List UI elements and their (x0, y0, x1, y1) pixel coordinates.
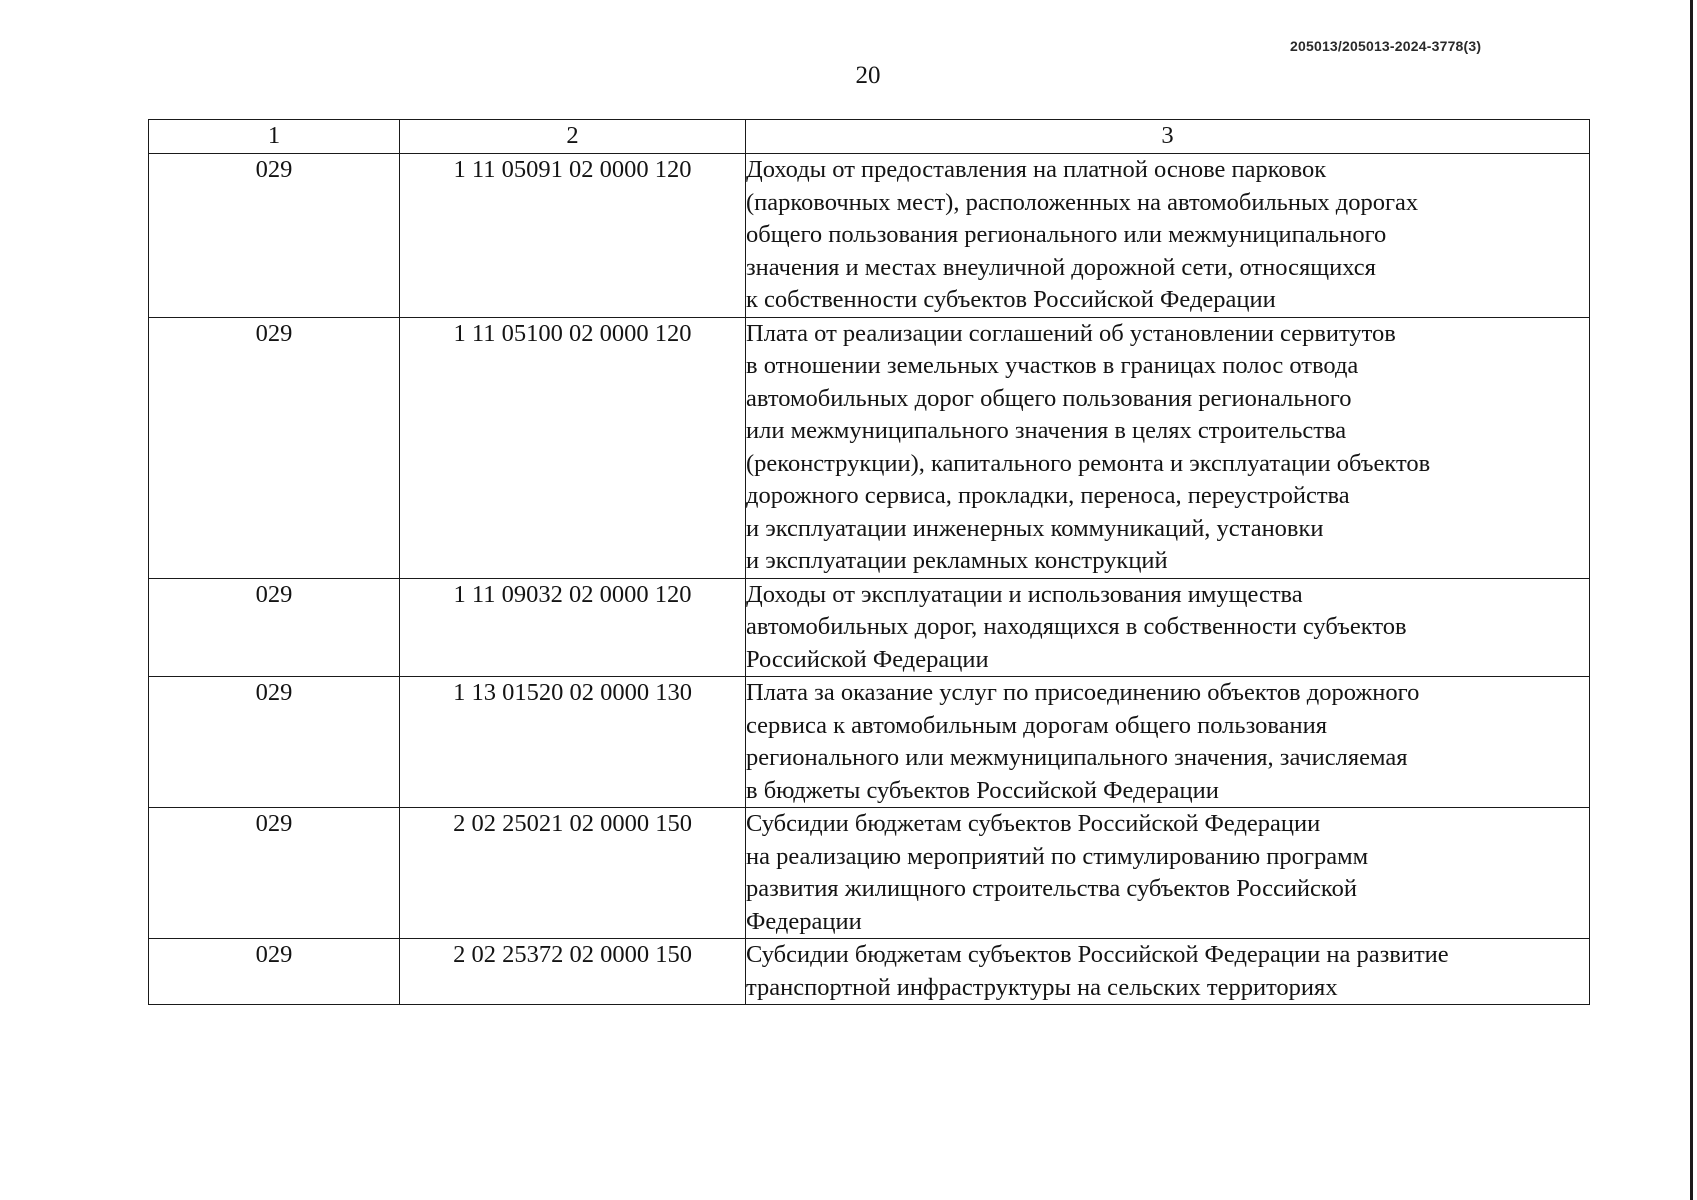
revenue-name-line: Плата от реализации соглашений об установлении сервитутов (746, 319, 1396, 347)
table-row (149, 578, 1590, 677)
revenue-name-cell (746, 317, 1590, 578)
revenue-name-line: или межмуниципального значения в целях строительства (746, 417, 1347, 444)
revenue-name-line: и эксплуатации рекламных конструкций (746, 547, 1168, 574)
revenue-name-line: (реконструкции), капитального ремонта и эксплуатации объектов (746, 449, 1431, 477)
table-header-row (149, 120, 1590, 154)
revenue-name-line: Доходы от эксплуатации и использования имущества (746, 580, 1303, 608)
budget-classification-code-cell: 2 02 25021 02 0000 150 (400, 808, 746, 939)
revenue-name-line: (парковочных мест), расположенных на автомобильных дорогах (746, 188, 1419, 216)
page-number: 20 (855, 62, 881, 89)
admin-code-cell: 029 (149, 939, 400, 1005)
revenue-name-line: Федерации (746, 907, 862, 935)
revenue-name-cell (746, 578, 1590, 677)
column-header-2: 2 (400, 120, 746, 154)
revenue-name-line: в бюджеты субъектов Российской Федерации (746, 776, 1219, 804)
table-body (149, 154, 1590, 1005)
revenue-name-line: общего пользования регионального или межмуниципального (746, 221, 1387, 248)
revenue-name-line: дорожного сервиса, прокладки, переноса, переустройства (746, 482, 1350, 509)
revenue-name-line: к собственности субъектов Российской Федерации (746, 286, 1276, 313)
budget-classification-code-cell: 2 02 25372 02 0000 150 (400, 939, 746, 1005)
revenue-name-line: автомобильных дорог, находящихся в собственности субъектов (746, 613, 1407, 640)
revenue-name-cell (746, 939, 1590, 1005)
admin-code-cell: 029 (149, 578, 400, 677)
revenue-name-line: Плата за оказание услуг по присоединению объектов дорожного (746, 679, 1420, 706)
revenue-codes-table (148, 119, 1590, 1005)
revenue-name-line: автомобильных дорог общего пользования регионального (746, 384, 1352, 412)
revenue-name-line: Субсидии бюджетам субъектов Российской Федерации (746, 810, 1321, 837)
revenue-name-line: Субсидии бюджетам субъектов Российской Федерации на развитие (746, 941, 1449, 968)
table-row (149, 808, 1590, 939)
document-registration-number: 205013/205013-2024-3778(3) (1290, 38, 1482, 54)
budget-classification-code-cell: 1 13 01520 02 0000 130 (400, 677, 746, 808)
budget-classification-code-cell: 1 11 05100 02 0000 120 (400, 317, 746, 578)
revenue-name-cell (746, 808, 1590, 939)
budget-classification-code-cell: 1 11 05091 02 0000 120 (400, 154, 746, 318)
revenue-name-line: и эксплуатации инженерных коммуникаций, установки (746, 514, 1324, 542)
admin-code-cell: 029 (149, 677, 400, 808)
revenue-name-line: транспортной инфраструктуры на сельских территориях (746, 973, 1338, 1001)
revenue-name-line: на реализацию мероприятий по стимулированию программ (746, 842, 1369, 870)
page-edge-line (1690, 0, 1693, 1200)
table-row (149, 677, 1590, 808)
admin-code-cell: 029 (149, 808, 400, 939)
column-header-3: 3 (746, 120, 1590, 154)
revenue-name-line: Российской Федерации (746, 645, 989, 673)
revenue-name-line: значения и местах внеуличной дорожной сети, относящихся (746, 253, 1376, 281)
budget-classification-code-cell: 1 11 09032 02 0000 120 (400, 578, 746, 677)
table-row (149, 154, 1590, 318)
column-header-1: 1 (149, 120, 400, 154)
revenue-name-line: в отношении земельных участков в границах полос отвода (746, 352, 1359, 379)
table-row (149, 317, 1590, 578)
table-row (149, 939, 1590, 1005)
revenue-name-line: Доходы от предоставления на платной основе парковок (746, 156, 1327, 183)
admin-code-cell: 029 (149, 154, 400, 318)
admin-code-cell: 029 (149, 317, 400, 578)
revenue-name-cell (746, 677, 1590, 808)
revenue-name-cell (746, 154, 1590, 318)
revenue-name-line: развития жилищного строительства субъектов Российской (746, 875, 1357, 902)
revenue-name-line: регионального или межмуниципального значения, зачисляемая (746, 744, 1408, 771)
revenue-name-line: сервиса к автомобильным дорогам общего пользования (746, 711, 1327, 739)
